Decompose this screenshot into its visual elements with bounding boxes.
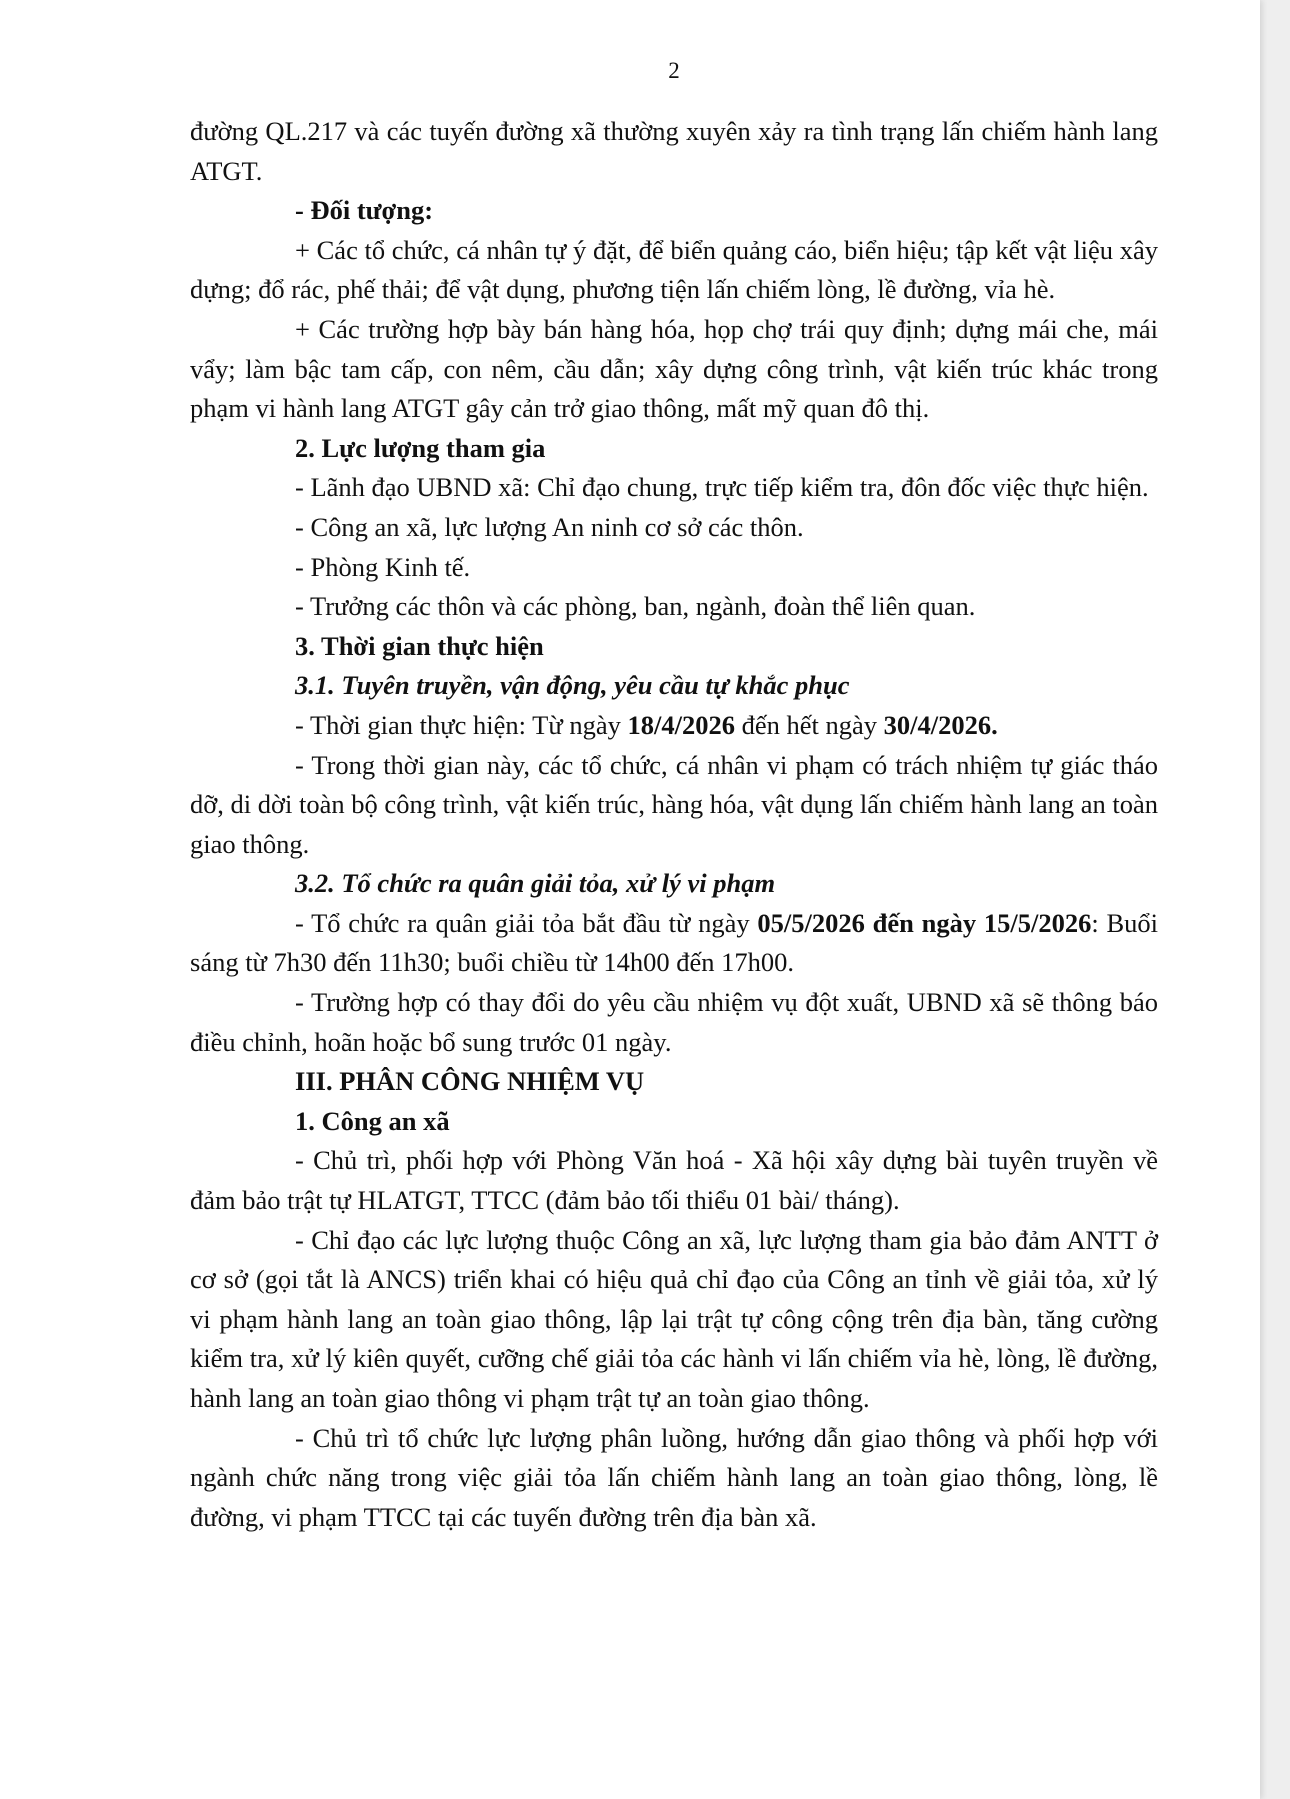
subheading-tuyen-truyen: 3.1. Tuyên truyền, vận động, yêu cầu tự khắc phục [295,670,850,701]
paragraph: - Chủ trì tổ chức lực lượng phân luồng, hướng dẫn giao thông và phối hợp với ngành chức năng trong việc giải tỏa lấn chiếm hành lang an toàn giao thông, lòng, lề đường, vi phạm TTCC tại các tuyến đường trên địa bàn xã. [190,1422,1158,1532]
text-span: - Tổ chức ra quân giải tỏa bắt đầu từ ngày [295,907,758,938]
subheading-doi-tuong: - Đối tượng: [295,195,434,226]
page-number: 2 [668,58,680,83]
date-end: 30/4/2026. [883,709,998,740]
heading-thoi-gian: 3. Thời gian thực hiện [295,630,544,661]
paragraph: - Phòng Kinh tế. [295,551,471,582]
paragraph: - Công an xã, lực lượng An ninh cơ sở các thôn. [295,511,804,542]
paragraph: + Các trường hợp bày bán hàng hóa, họp chợ trái quy định; dựng mái che, mái vẩy; làm bậc tam cấp, con nêm, cầu dẫn; xây dựng công trình, vật kiến trúc khác trong phạm vi hành lang ATGT gây cản trở giao thông, mất mỹ quan đô thị. [190,313,1158,424]
document-body [190,112,1158,1537]
paragraph: - Trong thời gian này, các tổ chức, cá nhân vi phạm có trách nhiệm tự giác tháo dỡ, di dời toàn bộ công trình, vật kiến trúc, hàng hóa, vật dụng lấn chiếm hành lang an toàn giao thông. [190,749,1158,859]
heading-phan-cong: III. PHÂN CÔNG NHIỆM VỤ [295,1066,645,1097]
text-span: - Thời gian thực hiện: Từ ngày [295,709,628,740]
paragraph: - Chủ trì, phối hợp với Phòng Văn hoá - Xã hội xây dựng bài tuyên truyền về đảm bảo trật tự HLATGT, TTCC (đảm bảo tối thiểu 01 bài/ tháng). [190,1145,1158,1216]
paragraph: + Các tổ chức, cá nhân tự ý đặt, để biển quảng cáo, biển hiệu; tập kết vật liệu xây dựng; đổ rác, phế thải; để vật dụng, phương tiện lấn chiếm lòng, lề đường, vỉa hè. [190,234,1158,305]
paragraph-ra-quan [190,904,1158,983]
paragraph: - Chỉ đạo các lực lượng thuộc Công an xã, lực lượng tham gia bảo đảm ANTT ở cơ sở (gọi tắt là ANCS) triển khai có hiệu quả chỉ đạo của Công an tỉnh về giải tỏa, xử lý vi phạm hành lang an toàn giao thông, lập lại trật tự công cộng trên địa bàn, tăng cường kiểm tra, xử lý kiên quyết, cưỡng chế giải tỏa các hành vi lấn chiếm vỉa hè, lòng, lề đường, hành lang an toàn giao thông vi phạm trật tự an toàn giao thông. [190,1224,1158,1413]
paragraph: - Trường hợp có thay đổi do yêu cầu nhiệm vụ đột xuất, UBND xã sẽ thông báo điều chỉnh, hoãn hoặc bổ sung trước 01 ngày. [190,987,1158,1057]
paragraph-time-range [190,706,1158,746]
paragraph: - Trưởng các thôn và các phòng, ban, ngành, đoàn thể liên quan. [295,591,976,622]
text-span: đến hết ngày [734,709,884,740]
paragraph: - Lãnh đạo UBND xã: Chỉ đạo chung, trực tiếp kiểm tra, đôn đốc việc thực hiện. [295,472,1149,503]
date-range: 05/5/2026 đến ngày 15/5/2026 [757,907,1092,938]
paragraph: đường QL.217 và các tuyến đường xã thường xuyên xảy ra tình trạng lấn chiếm hành lang ATGT. [190,116,1158,186]
heading-luc-luong: 2. Lực lượng tham gia [295,432,546,463]
date-start: 18/4/2026 [627,709,735,740]
subheading-ra-quan: 3.2. Tổ chức ra quân giải tỏa, xử lý vi phạm [295,868,776,899]
heading-cong-an-xa: 1. Công an xã [295,1105,450,1136]
text-span: : Buổi sáng từ 7h30 đến 11h30; buổi chiều từ 14h00 đến 17h00. [190,907,1158,978]
